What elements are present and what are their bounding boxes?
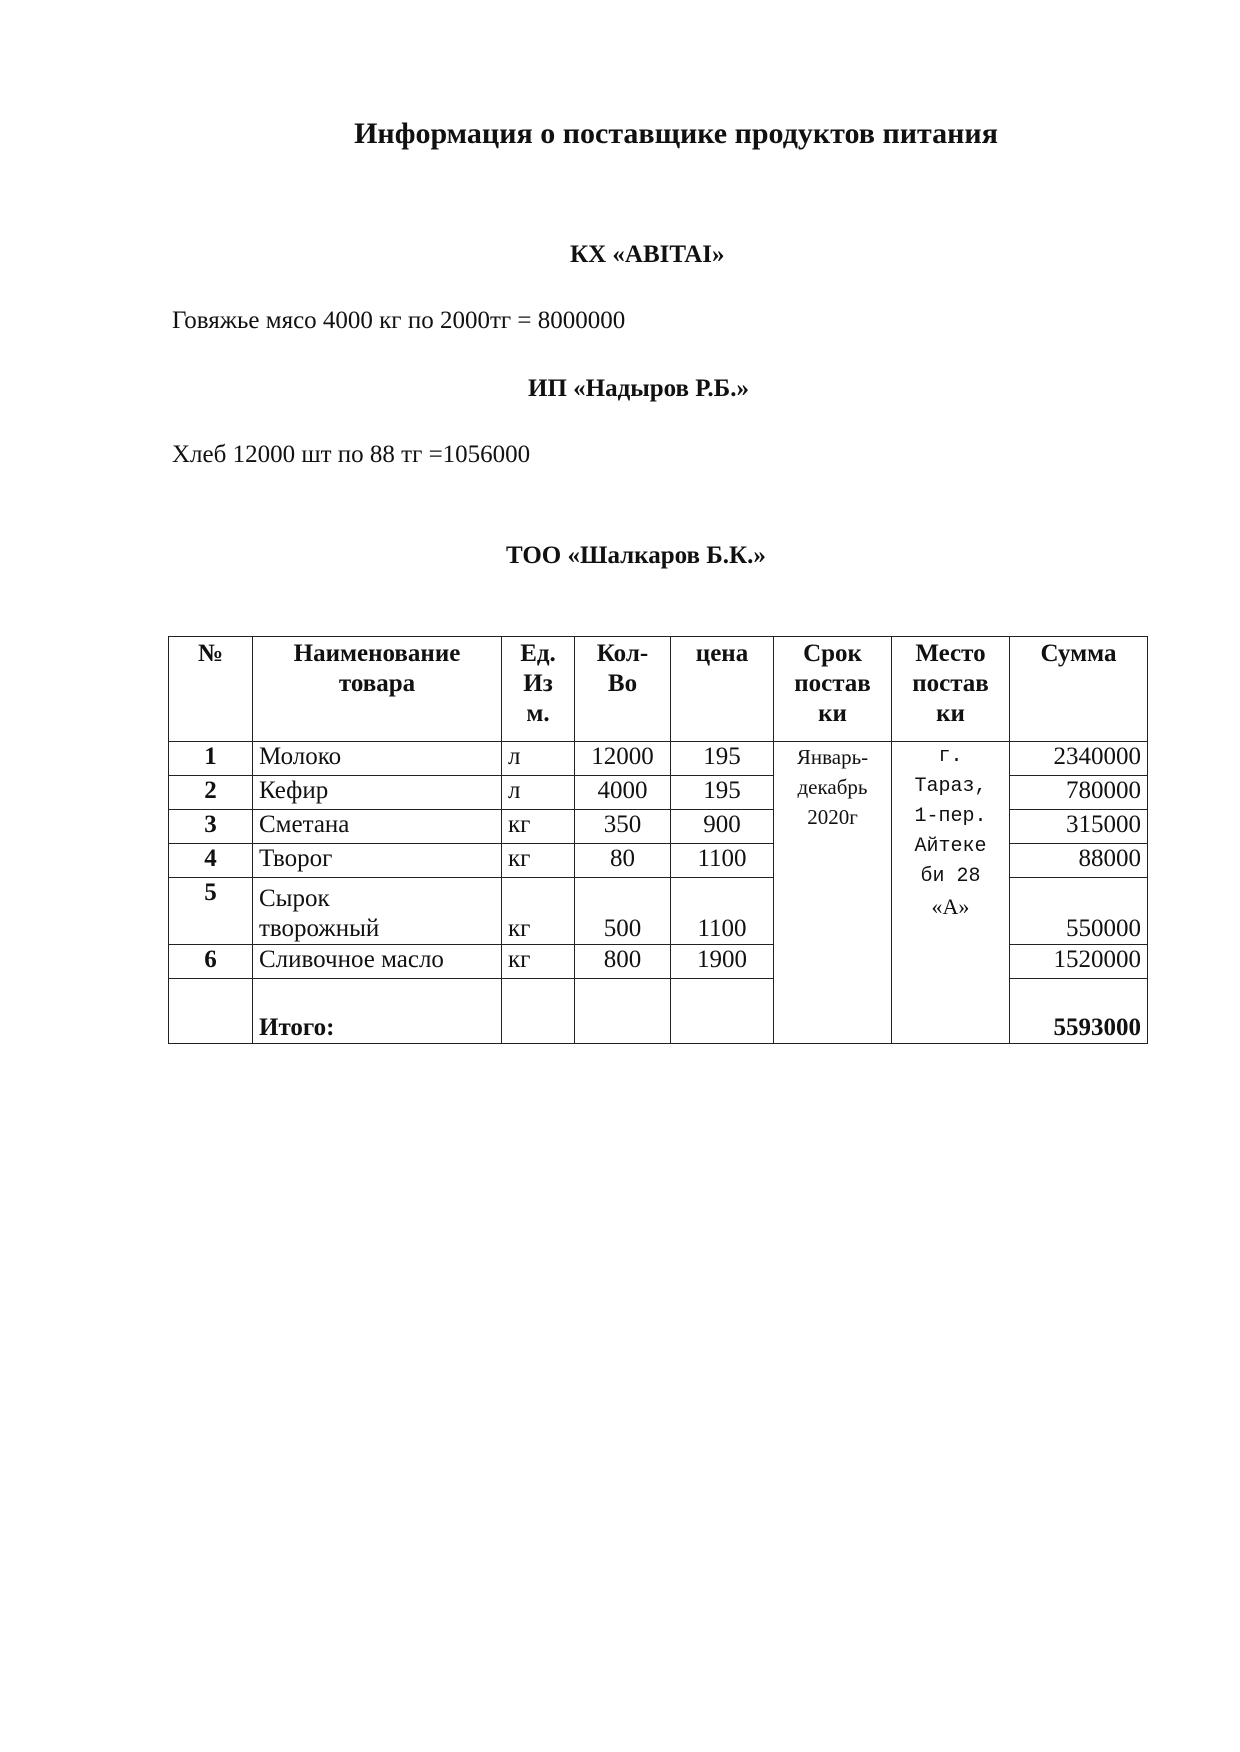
row-qty: 800 (575, 945, 671, 979)
table-row (169, 742, 1148, 776)
row-name: Сырок творожный (253, 878, 502, 945)
row-price: 1100 (671, 844, 774, 878)
row-name: Творог (253, 844, 502, 878)
header-name: Наименование товара (253, 637, 502, 742)
row-sum: 315000 (1010, 810, 1148, 844)
goods-table (168, 636, 1148, 1044)
row-unit: кг (502, 878, 575, 945)
header-price: цена (671, 637, 774, 742)
row-unit: л (502, 776, 575, 810)
row-num: 4 (169, 844, 253, 878)
total-qty-cell (575, 979, 671, 1044)
header-place: Место постав ки (892, 637, 1010, 742)
row-price: 1900 (671, 945, 774, 979)
table-header-row (169, 637, 1148, 742)
total-num-cell (169, 979, 253, 1044)
total-sum: 5593000 (1010, 979, 1148, 1044)
row-name: Сметана (253, 810, 502, 844)
row-price: 195 (671, 776, 774, 810)
total-unit-cell (502, 979, 575, 1044)
supplier-heading-shalkarov: ТОО «Шалкаров Б.К.» (506, 542, 766, 569)
total-label: Итого: (253, 979, 502, 1044)
supplier-line-beef: Говяжье мясо 4000 кг по 2000тг = 8000000 (172, 307, 626, 334)
row-num: 2 (169, 776, 253, 810)
supplier-line-bread: Хлеб 12000 шт по 88 тг =1056000 (172, 441, 531, 468)
header-period: Срок постав ки (774, 637, 892, 742)
row-price: 1100 (671, 878, 774, 945)
row-name: Сливочное масло (253, 945, 502, 979)
row-unit: кг (502, 844, 575, 878)
row-num: 5 (169, 878, 253, 945)
row-unit: кг (502, 810, 575, 844)
row-sum: 780000 (1010, 776, 1148, 810)
row-num: 1 (169, 742, 253, 776)
row-qty: 12000 (575, 742, 671, 776)
row-qty: 4000 (575, 776, 671, 810)
row-sum: 550000 (1010, 878, 1148, 945)
total-price-cell (671, 979, 774, 1044)
header-qty: Кол- Во (575, 637, 671, 742)
header-num: № (169, 637, 253, 742)
row-qty: 500 (575, 878, 671, 945)
row-unit: л (502, 742, 575, 776)
row-price: 900 (671, 810, 774, 844)
header-unit: Ед. Из м. (502, 637, 575, 742)
row-sum: 88000 (1010, 844, 1148, 878)
delivery-place: г. Тараз, 1-пер. Айтеке би 28 «А» (892, 742, 1010, 1044)
row-sum: 2340000 (1010, 742, 1148, 776)
header-sum: Сумма (1010, 637, 1148, 742)
row-num: 6 (169, 945, 253, 979)
delivery-period: Январь- декабрь 2020г (774, 742, 892, 1044)
supplier-heading-nadyrov: ИП «Надыров Р.Б.» (528, 375, 749, 402)
supplier-heading-abitai: КХ «ABITAI» (570, 241, 725, 268)
row-sum: 1520000 (1010, 945, 1148, 979)
row-unit: кг (502, 945, 575, 979)
row-qty: 350 (575, 810, 671, 844)
row-name: Кефир (253, 776, 502, 810)
row-num: 3 (169, 810, 253, 844)
row-price: 195 (671, 742, 774, 776)
row-name: Молоко (253, 742, 502, 776)
page-title: Информация о поставщике продуктов питания (354, 117, 998, 150)
row-qty: 80 (575, 844, 671, 878)
